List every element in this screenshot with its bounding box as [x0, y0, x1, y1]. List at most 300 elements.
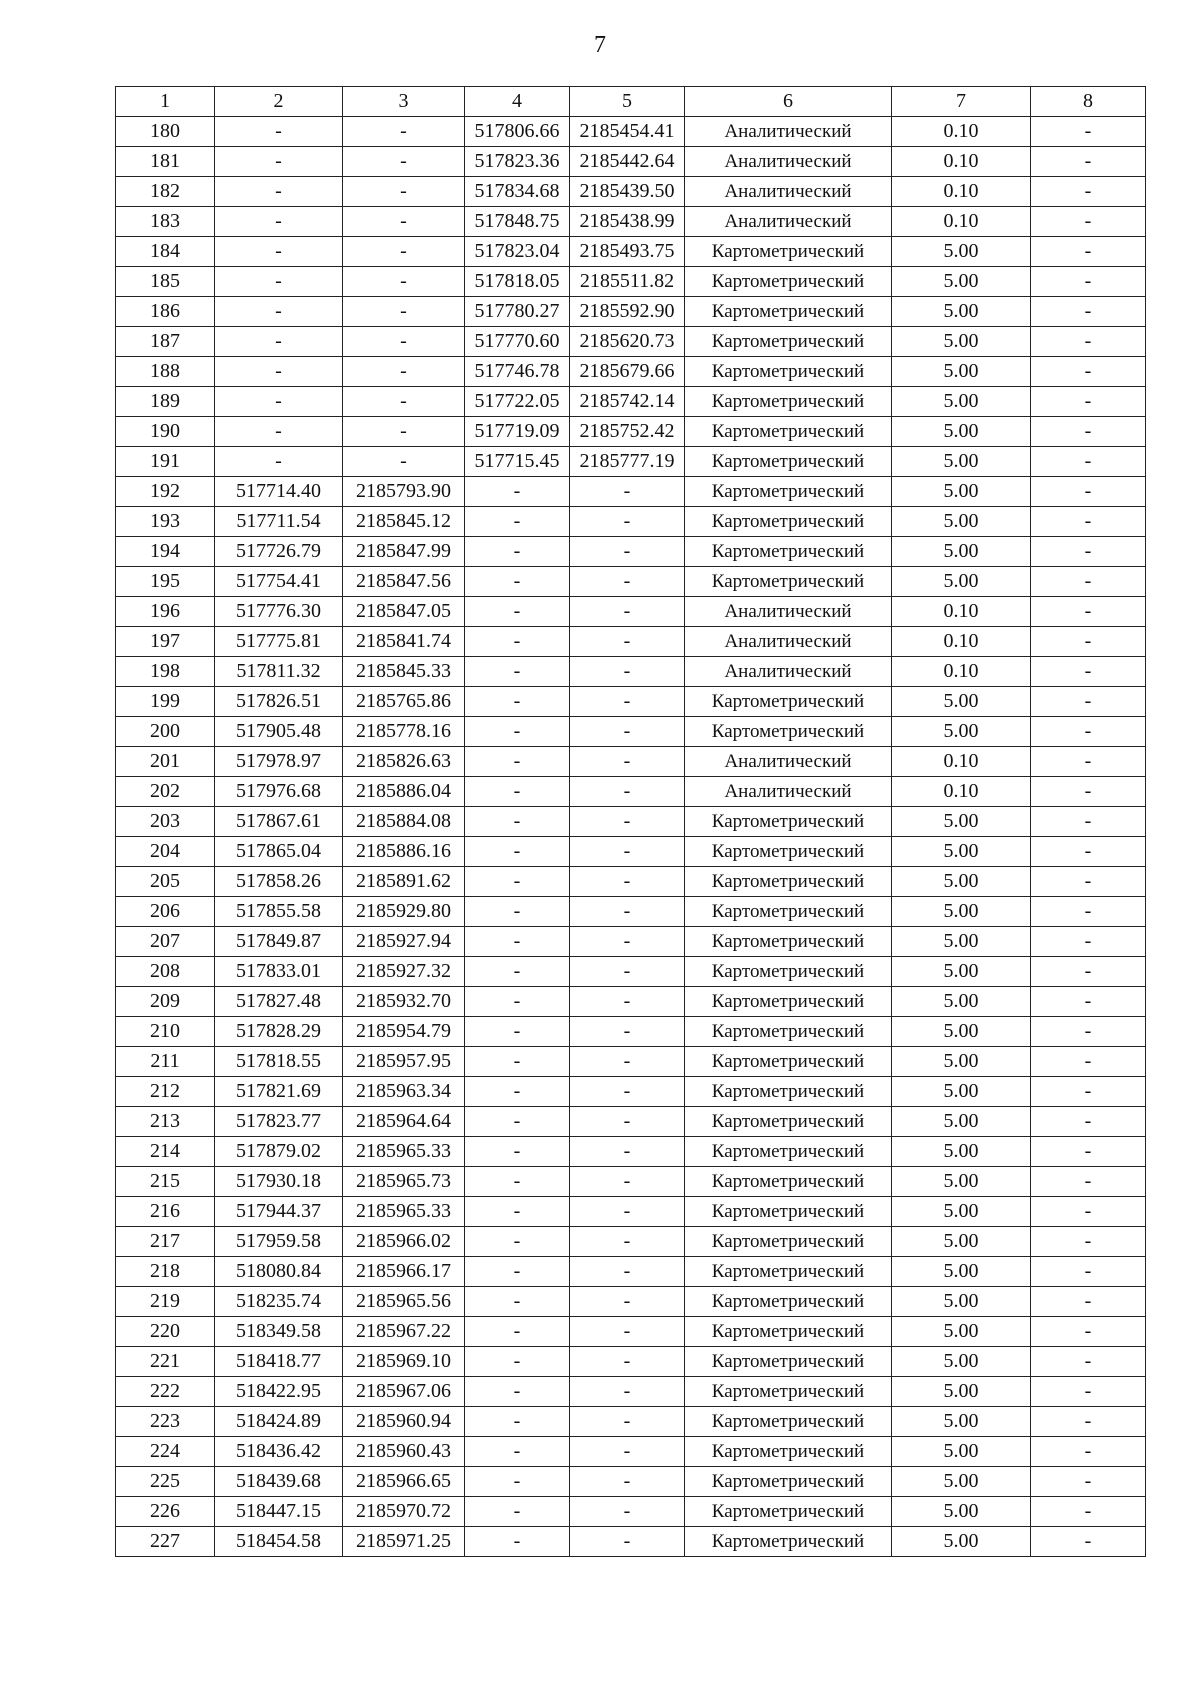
table-cell: Картометрический [685, 537, 892, 567]
table-cell: Аналитический [685, 147, 892, 177]
table-cell: - [465, 1377, 570, 1407]
table-cell: 517726.79 [215, 537, 343, 567]
table-cell: 517828.29 [215, 1017, 343, 1047]
table-cell: - [465, 1437, 570, 1467]
table-cell: Картометрический [685, 567, 892, 597]
table-cell: 0.10 [892, 147, 1031, 177]
table-row [116, 477, 1146, 507]
table-cell: - [570, 1077, 685, 1107]
table-cell: - [343, 297, 465, 327]
table-cell: - [570, 687, 685, 717]
table-cell: - [343, 447, 465, 477]
table-cell: Картометрический [685, 1467, 892, 1497]
table-cell: Картометрический [685, 1497, 892, 1527]
table-cell: 517849.87 [215, 927, 343, 957]
table-cell: 0.10 [892, 177, 1031, 207]
table-cell: - [343, 117, 465, 147]
table-cell: 2185777.19 [570, 447, 685, 477]
table-cell: 517719.09 [465, 417, 570, 447]
table-cell: - [465, 777, 570, 807]
table-cell: 518235.74 [215, 1287, 343, 1317]
table-cell: - [1031, 1287, 1146, 1317]
table-cell: 197 [116, 627, 215, 657]
table-cell: 2185752.42 [570, 417, 685, 447]
table-cell: 5.00 [892, 897, 1031, 927]
table-row [116, 177, 1146, 207]
table-row [116, 207, 1146, 237]
table-cell: - [1031, 807, 1146, 837]
table-cell: 518454.58 [215, 1527, 343, 1557]
table-cell: 517722.05 [465, 387, 570, 417]
table-cell: - [570, 1137, 685, 1167]
table-cell: - [343, 387, 465, 417]
table-cell: - [570, 1407, 685, 1437]
table-cell: 5.00 [892, 327, 1031, 357]
table-row [116, 717, 1146, 747]
table-cell: - [465, 1227, 570, 1257]
table-cell: 5.00 [892, 387, 1031, 417]
table-cell: 2185960.43 [343, 1437, 465, 1467]
table-cell: - [1031, 1377, 1146, 1407]
table-cell: 5.00 [892, 567, 1031, 597]
table-cell: - [465, 1167, 570, 1197]
table-cell: 517976.68 [215, 777, 343, 807]
table-cell: - [1031, 237, 1146, 267]
table-cell: Картометрический [685, 1167, 892, 1197]
table-cell: 2185965.73 [343, 1167, 465, 1197]
table-cell: - [1031, 177, 1146, 207]
table-cell: 517823.36 [465, 147, 570, 177]
table-cell: 216 [116, 1197, 215, 1227]
table-cell: - [215, 327, 343, 357]
table-cell: 2185620.73 [570, 327, 685, 357]
table-cell: 191 [116, 447, 215, 477]
table-cell: - [1031, 567, 1146, 597]
table-cell: 5.00 [892, 1047, 1031, 1077]
table-cell: - [465, 1047, 570, 1077]
table-cell: 5.00 [892, 1197, 1031, 1227]
table-cell: - [1031, 957, 1146, 987]
table-cell: 517780.27 [465, 297, 570, 327]
table-cell: - [1031, 1497, 1146, 1527]
table-cell: Картометрический [685, 1017, 892, 1047]
table-cell: - [1031, 117, 1146, 147]
table-cell: 199 [116, 687, 215, 717]
table-row [116, 1527, 1146, 1557]
table-cell: Картометрический [685, 1197, 892, 1227]
column-header-3: 3 [343, 87, 465, 117]
table-cell: Картометрический [685, 447, 892, 477]
table-row [116, 957, 1146, 987]
table-cell: 5.00 [892, 1377, 1031, 1407]
table-cell: - [1031, 1047, 1146, 1077]
page-number: 7 [594, 32, 606, 58]
table-cell: Картометрический [685, 387, 892, 417]
table-cell: - [570, 1227, 685, 1257]
table-cell: - [1031, 1077, 1146, 1107]
table-row [116, 657, 1146, 687]
table-cell: - [465, 1197, 570, 1227]
table-cell: 2185927.32 [343, 957, 465, 987]
table-cell: - [465, 1077, 570, 1107]
table-cell: - [343, 237, 465, 267]
table-cell: 2185886.16 [343, 837, 465, 867]
table-row [116, 237, 1146, 267]
table-cell: Картометрический [685, 1257, 892, 1287]
table-cell: Картометрический [685, 1527, 892, 1557]
table-cell: - [570, 987, 685, 1017]
table-cell: 5.00 [892, 1257, 1031, 1287]
table-cell: - [570, 1257, 685, 1287]
table-row [116, 1197, 1146, 1227]
table-cell: 2185964.64 [343, 1107, 465, 1137]
table-cell: 2185679.66 [570, 357, 685, 387]
table-cell: 220 [116, 1317, 215, 1347]
table-cell: - [570, 717, 685, 747]
table-cell: 517821.69 [215, 1077, 343, 1107]
table-cell: - [465, 807, 570, 837]
table-row [116, 1167, 1146, 1197]
table-row [116, 987, 1146, 1017]
table-row [116, 147, 1146, 177]
table-cell: 518349.58 [215, 1317, 343, 1347]
table-row [116, 1137, 1146, 1167]
table-cell: 5.00 [892, 837, 1031, 867]
table-cell: 5.00 [892, 1077, 1031, 1107]
table-cell: 517776.30 [215, 597, 343, 627]
table-cell: - [343, 147, 465, 177]
table-cell: 517775.81 [215, 627, 343, 657]
table-row [116, 1467, 1146, 1497]
table-cell: - [570, 507, 685, 537]
column-header-7: 7 [892, 87, 1031, 117]
table-cell: 5.00 [892, 537, 1031, 567]
table-row [116, 1287, 1146, 1317]
table-cell: 5.00 [892, 1467, 1031, 1497]
column-header-4: 4 [465, 87, 570, 117]
table-cell: Аналитический [685, 597, 892, 627]
table-cell: 200 [116, 717, 215, 747]
table-cell: 2185847.56 [343, 567, 465, 597]
table-cell: - [1031, 1167, 1146, 1197]
table-cell: 517959.58 [215, 1227, 343, 1257]
table-cell: 517754.41 [215, 567, 343, 597]
table-cell: - [1031, 207, 1146, 237]
table-cell: - [1031, 597, 1146, 627]
table-cell: 5.00 [892, 1497, 1031, 1527]
table-cell: - [570, 1527, 685, 1557]
table-cell: 192 [116, 477, 215, 507]
table-cell: 2185969.10 [343, 1347, 465, 1377]
table-cell: Картометрический [685, 507, 892, 537]
table-cell: - [570, 1437, 685, 1467]
table-cell: 5.00 [892, 267, 1031, 297]
table-cell: 2185932.70 [343, 987, 465, 1017]
table-row [116, 1407, 1146, 1437]
table-cell: - [1031, 657, 1146, 687]
table-cell: - [343, 207, 465, 237]
table-cell: Картометрический [685, 237, 892, 267]
table-cell: 517715.45 [465, 447, 570, 477]
table-cell: 2185966.17 [343, 1257, 465, 1287]
table-cell: - [1031, 1527, 1146, 1557]
table-cell: 517879.02 [215, 1137, 343, 1167]
table-cell: - [570, 1377, 685, 1407]
table-cell: 215 [116, 1167, 215, 1197]
table-cell: - [570, 1287, 685, 1317]
table-cell: - [1031, 1197, 1146, 1227]
table-cell: - [465, 657, 570, 687]
table-cell: 210 [116, 1017, 215, 1047]
table-row [116, 1077, 1146, 1107]
table-cell: - [1031, 1317, 1146, 1347]
table-cell: - [1031, 327, 1146, 357]
table-cell: - [570, 1047, 685, 1077]
table-cell: 2185891.62 [343, 867, 465, 897]
table-cell: - [1031, 837, 1146, 867]
table-row [116, 117, 1146, 147]
table-cell: 517714.40 [215, 477, 343, 507]
table-cell: 517818.05 [465, 267, 570, 297]
table-cell: - [570, 537, 685, 567]
table-cell: Картометрический [685, 1227, 892, 1257]
table-cell: 221 [116, 1347, 215, 1377]
table-cell: - [215, 387, 343, 417]
table-cell: Картометрический [685, 1347, 892, 1377]
table-cell: 2185970.72 [343, 1497, 465, 1527]
table-cell: 2185965.33 [343, 1137, 465, 1167]
table-cell: 5.00 [892, 717, 1031, 747]
table-cell: - [465, 1107, 570, 1137]
table-cell: 5.00 [892, 1317, 1031, 1347]
table-cell: 2185511.82 [570, 267, 685, 297]
table-cell: - [465, 687, 570, 717]
table-cell: 5.00 [892, 1227, 1031, 1257]
table-row [116, 927, 1146, 957]
table-cell: 5.00 [892, 1287, 1031, 1317]
table-cell: 196 [116, 597, 215, 627]
table-cell: 2185927.94 [343, 927, 465, 957]
table-row [116, 1107, 1146, 1137]
table-cell: Картометрический [685, 897, 892, 927]
table-cell: Картометрический [685, 837, 892, 867]
table-cell: 204 [116, 837, 215, 867]
table-cell: 193 [116, 507, 215, 537]
table-cell: 195 [116, 567, 215, 597]
table-row [116, 1257, 1146, 1287]
table-cell: - [1031, 687, 1146, 717]
table-cell: - [215, 447, 343, 477]
table-cell: 517827.48 [215, 987, 343, 1017]
table-cell: 517823.77 [215, 1107, 343, 1137]
table-cell: 5.00 [892, 957, 1031, 987]
table-cell: - [465, 957, 570, 987]
table-cell: 5.00 [892, 1017, 1031, 1047]
table-cell: - [465, 747, 570, 777]
table-cell: 2185884.08 [343, 807, 465, 837]
table-cell: 2185845.33 [343, 657, 465, 687]
column-header-5: 5 [570, 87, 685, 117]
table-cell: 194 [116, 537, 215, 567]
table-cell: 5.00 [892, 687, 1031, 717]
table-cell: Картометрический [685, 957, 892, 987]
table-cell: 5.00 [892, 1437, 1031, 1467]
table-cell: Картометрический [685, 717, 892, 747]
table-cell: - [570, 807, 685, 837]
table-cell: 189 [116, 387, 215, 417]
table-cell: 202 [116, 777, 215, 807]
table-cell: 2185886.04 [343, 777, 465, 807]
table-cell: 2185592.90 [570, 297, 685, 327]
table-cell: - [1031, 1107, 1146, 1137]
table-cell: - [570, 867, 685, 897]
table-cell: 2185963.34 [343, 1077, 465, 1107]
table-cell: 0.10 [892, 627, 1031, 657]
table-cell: Картометрический [685, 417, 892, 447]
table-cell: 2185960.94 [343, 1407, 465, 1437]
table-cell: 2185966.02 [343, 1227, 465, 1257]
table-cell: - [1031, 447, 1146, 477]
table-cell: 5.00 [892, 927, 1031, 957]
table-cell: 2185971.25 [343, 1527, 465, 1557]
table-cell: - [570, 657, 685, 687]
table-cell: - [1031, 1437, 1146, 1467]
table-cell: 185 [116, 267, 215, 297]
table-header [116, 87, 1146, 117]
table-cell: Картометрический [685, 927, 892, 957]
table-cell: 224 [116, 1437, 215, 1467]
table-cell: - [1031, 1407, 1146, 1437]
table-cell: - [465, 927, 570, 957]
table-cell: 2185826.63 [343, 747, 465, 777]
table-row [116, 687, 1146, 717]
table-cell: 517930.18 [215, 1167, 343, 1197]
table-cell: 517746.78 [465, 357, 570, 387]
table-cell: Картометрический [685, 1107, 892, 1137]
table-cell: 2185847.05 [343, 597, 465, 627]
table-row [116, 387, 1146, 417]
table-cell: 225 [116, 1467, 215, 1497]
table-cell: 206 [116, 897, 215, 927]
table-cell: Картометрический [685, 1047, 892, 1077]
table-cell: 2185442.64 [570, 147, 685, 177]
table-cell: 517978.97 [215, 747, 343, 777]
table-cell: 517826.51 [215, 687, 343, 717]
table-cell: 517858.26 [215, 867, 343, 897]
table-row [116, 1377, 1146, 1407]
coordinates-table [115, 86, 1146, 1557]
table-cell: - [215, 297, 343, 327]
table-cell: - [343, 267, 465, 297]
table-row [116, 447, 1146, 477]
table-cell: Картометрический [685, 297, 892, 327]
table-cell: Картометрический [685, 807, 892, 837]
table-cell: - [1031, 417, 1146, 447]
column-header-1: 1 [116, 87, 215, 117]
table-cell: - [570, 1197, 685, 1227]
table-cell: 205 [116, 867, 215, 897]
table-row [116, 417, 1146, 447]
table-cell: 5.00 [892, 1107, 1031, 1137]
table-cell: - [570, 1107, 685, 1137]
table-cell: 198 [116, 657, 215, 687]
table-cell: - [465, 1467, 570, 1497]
table-cell: - [465, 627, 570, 657]
table-cell: - [570, 1167, 685, 1197]
table-cell: - [1031, 147, 1146, 177]
table-cell: - [1031, 927, 1146, 957]
table-cell: 214 [116, 1137, 215, 1167]
table-row [116, 507, 1146, 537]
table-cell: - [1031, 1257, 1146, 1287]
table-cell: 517823.04 [465, 237, 570, 267]
table-cell: Картометрический [685, 327, 892, 357]
table-cell: - [570, 747, 685, 777]
table-cell: - [570, 627, 685, 657]
table-row [116, 807, 1146, 837]
column-header-8: 8 [1031, 87, 1146, 117]
table-cell: - [465, 717, 570, 747]
table-cell: 517865.04 [215, 837, 343, 867]
table-cell: 517806.66 [465, 117, 570, 147]
table-cell: - [465, 1017, 570, 1047]
table-cell: - [1031, 717, 1146, 747]
table-cell: Картометрический [685, 1377, 892, 1407]
table-cell: 5.00 [892, 297, 1031, 327]
table-row [116, 1437, 1146, 1467]
table-cell: 0.10 [892, 207, 1031, 237]
table-cell: 0.10 [892, 117, 1031, 147]
table-cell: - [465, 897, 570, 927]
table-cell: 209 [116, 987, 215, 1017]
table-cell: Картометрический [685, 267, 892, 297]
table-cell: 5.00 [892, 987, 1031, 1017]
table-cell: 2185778.16 [343, 717, 465, 747]
table-cell: Картометрический [685, 1407, 892, 1437]
table-cell: 2185967.22 [343, 1317, 465, 1347]
table-row [116, 897, 1146, 927]
table-cell: - [465, 507, 570, 537]
table-cell: 518080.84 [215, 1257, 343, 1287]
table-row [116, 627, 1146, 657]
table-cell: - [570, 777, 685, 807]
table-cell: - [570, 927, 685, 957]
table-cell: 180 [116, 117, 215, 147]
table-cell: 187 [116, 327, 215, 357]
table-cell: 517711.54 [215, 507, 343, 537]
table-row [116, 1017, 1146, 1047]
table-cell: 518436.42 [215, 1437, 343, 1467]
table-cell: - [465, 477, 570, 507]
table-cell: 0.10 [892, 777, 1031, 807]
table-cell: 2185954.79 [343, 1017, 465, 1047]
table-cell: 518439.68 [215, 1467, 343, 1497]
table-cell: - [465, 1257, 570, 1287]
table-cell: - [1031, 747, 1146, 777]
table-cell: Картометрический [685, 357, 892, 387]
table-cell: - [465, 1137, 570, 1167]
table-cell: Аналитический [685, 657, 892, 687]
table-row [116, 537, 1146, 567]
table-cell: - [1031, 627, 1146, 657]
table-cell: 183 [116, 207, 215, 237]
table-cell: 5.00 [892, 867, 1031, 897]
table-cell: - [570, 1497, 685, 1527]
table-cell: 0.10 [892, 747, 1031, 777]
table-cell: 212 [116, 1077, 215, 1107]
table-cell: 517944.37 [215, 1197, 343, 1227]
table-cell: - [570, 897, 685, 927]
